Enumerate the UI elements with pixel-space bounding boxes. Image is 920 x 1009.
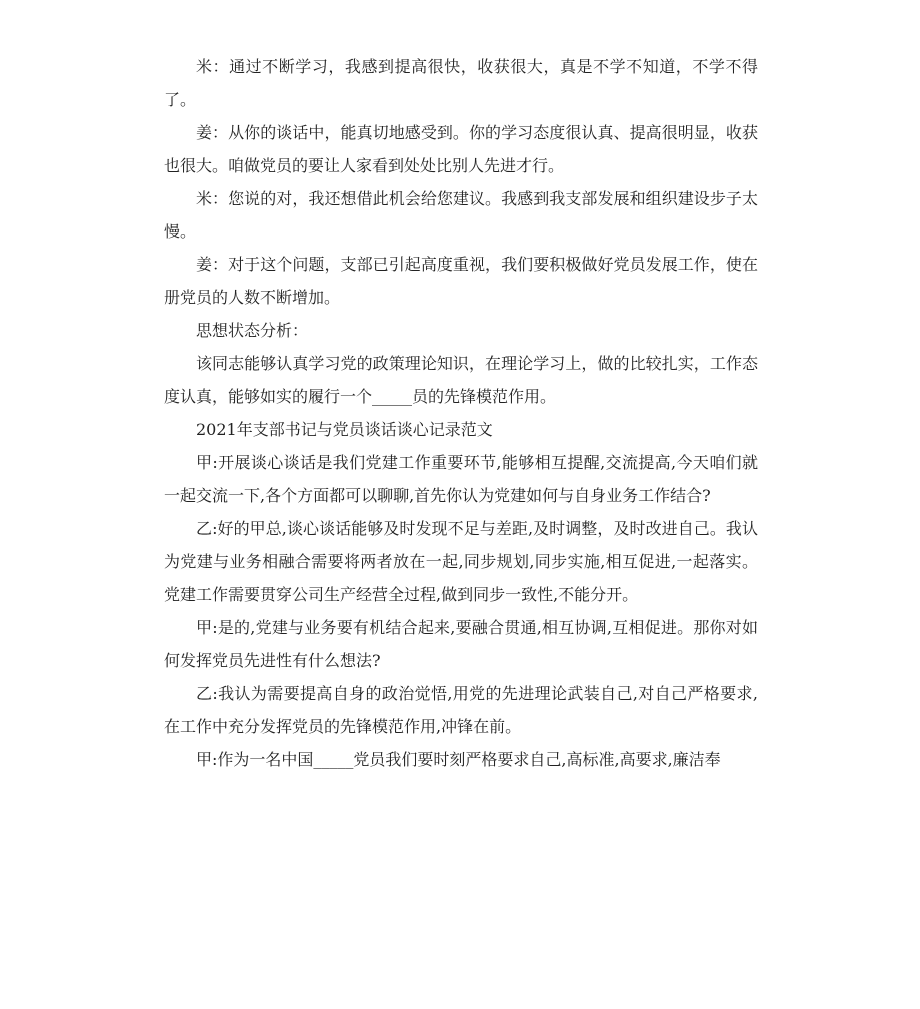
dialogue-paragraph: 米：您说的对，我还想借此机会给您建议。我感到我支部发展和组织建设步子太慢。 xyxy=(164,189,758,241)
analysis-heading: 思想状态分析： xyxy=(196,321,309,340)
document-body xyxy=(164,50,758,776)
dialogue-paragraph: 乙:好的甲总,谈心谈话能够及时发现不足与差距,及时调整，及时改进自己。我认为党建与业务相融合需要将两者放在一起,同步规划,同步实施,相互促进,一起落实。党建工作需要贯穿公司生产经营全过程,做到同步一致性,不能分开。 xyxy=(164,519,758,604)
dialogue-paragraph: 甲:作为一名中国_____党员我们要时刻严格要求自己,高标准,高要求,廉洁奉 xyxy=(196,750,721,769)
section-title: 2021年支部书记与党员谈话谈心记录范文 xyxy=(196,420,493,439)
dialogue-paragraph: 甲:开展谈心谈话是我们党建工作重要环节,能够相互提醒,交流提高,今天咱们就一起交流一下,各个方面都可以聊聊,首先你认为党建如何与自身业务工作结合? xyxy=(164,453,758,505)
dialogue-paragraph: 姜：从你的谈话中，能真切地感受到。你的学习态度很认真、提高很明显，收获也很大。咱做党员的要让人家看到处处比别人先进才行。 xyxy=(164,123,758,175)
dialogue-paragraph: 姜：对于这个问题，支部已引起高度重视，我们要积极做好党员发展工作，使在册党员的人数不断增加。 xyxy=(164,255,758,307)
dialogue-paragraph: 乙:我认为需要提高自身的政治觉悟,用党的先进理论武装自己,对自己严格要求,在工作中充分发挥党员的先锋模范作用,冲锋在前。 xyxy=(164,684,758,736)
dialogue-paragraph: 甲:是的,党建与业务要有机结合起来,要融合贯通,相互协调,互相促进。那你对如何发挥党员先进性有什么想法? xyxy=(164,618,758,670)
dialogue-paragraph: 米：通过不断学习，我感到提高很快，收获很大，真是不学不知道，不学不得了。 xyxy=(164,57,758,109)
analysis-paragraph: 该同志能够认真学习党的政策理论知识，在理论学习上，做的比较扎实，工作态度认真，能够如实的履行一个_____员的先锋模范作用。 xyxy=(164,354,758,406)
